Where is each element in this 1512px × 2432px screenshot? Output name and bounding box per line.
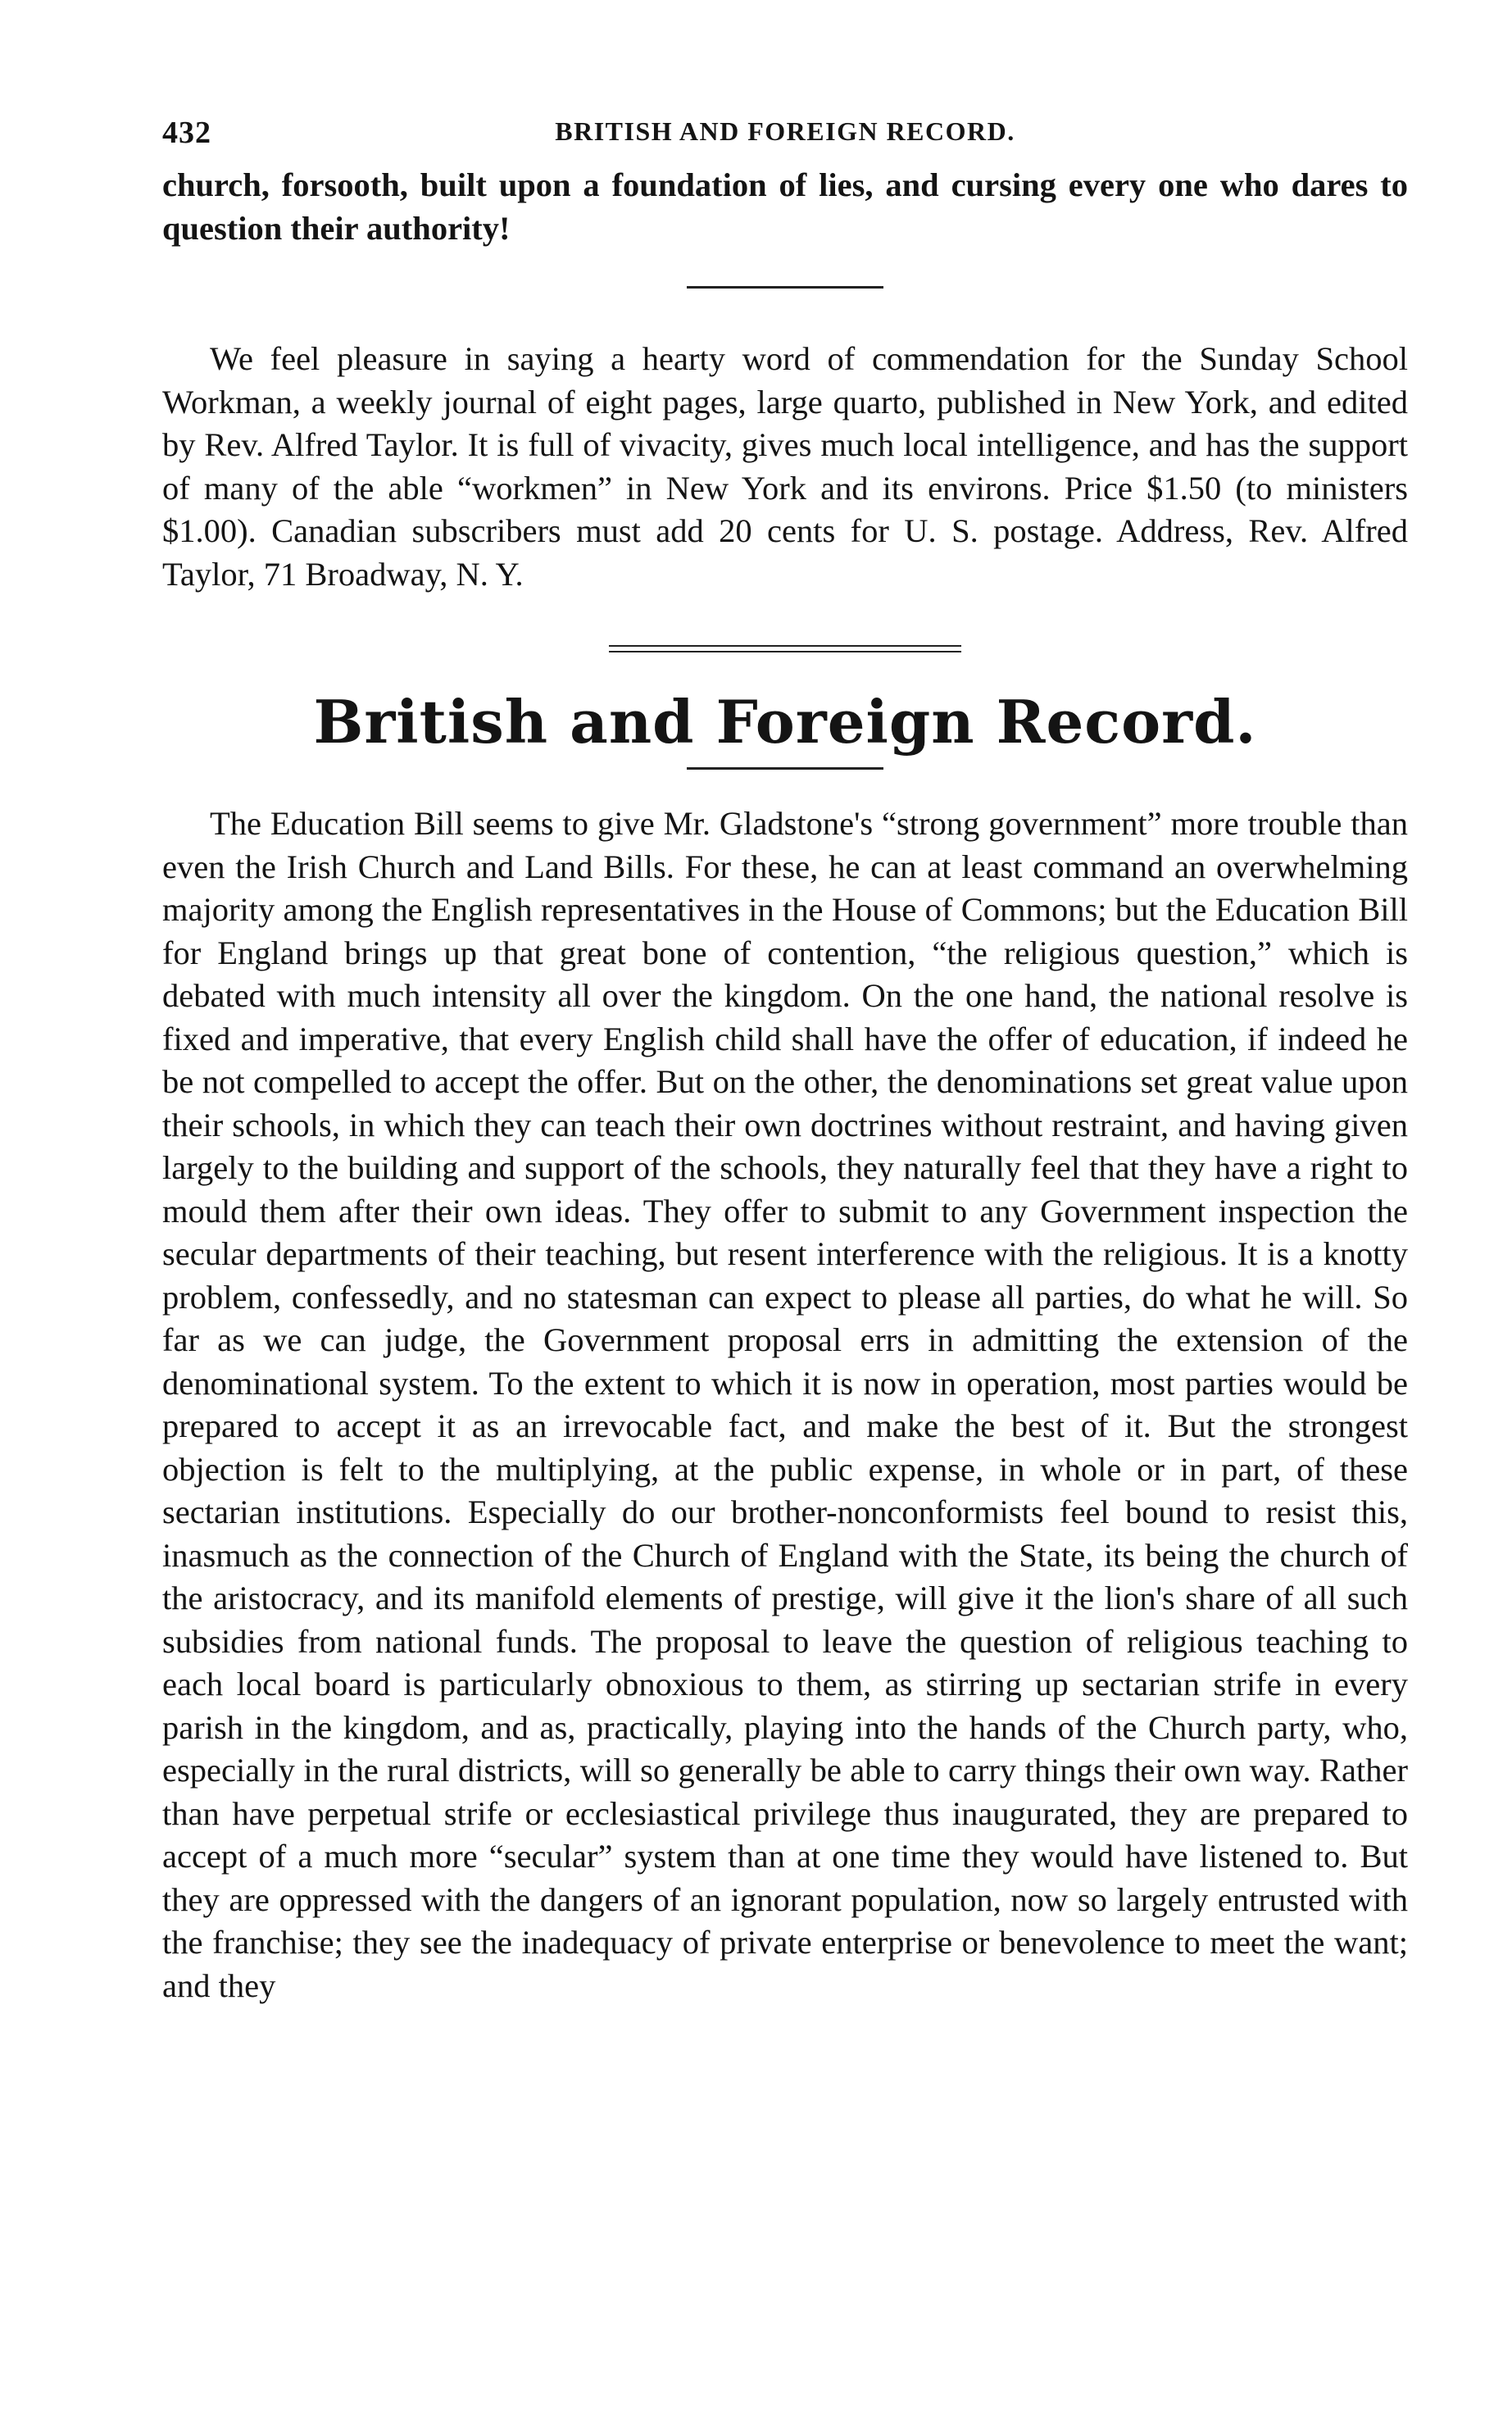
continuation-paragraph: church, forsooth, built upon a foundation of lies, and cursing every one who dares to question their authority! (162, 166, 1408, 247)
body-paragraph: The Education Bill seems to give Mr. Gladstone's “strong government” more trouble than even the Irish Church and Land Bills. For these, he can at least command an overwhelming majority among the English representatives in the House of Commons; but the Education Bill for England brings up that great bone of contention, “the religious question,” which is debated with much intensity all over the kingdom. On the one hand, the national resolve is fixed and imperative, that every English child shall have the offer of education, if indeed he be not compelled to accept the offer. But on the other, the denominations set great value upon their schools, in which they can teach their own doctrines without restraint, and having given largely to the building and support of the schools, they naturally feel that they have a right to mould them after their own ideas. They offer to submit to any Government inspection the secular departments of their teaching, but resent interference with the religious. It is a knotty problem, confessedly, and no statesman can expect to please all parties, do what he will. So far as we can judge, the Government proposal errs in admitting the extension of the denominational system. To the extent to which it is now in operation, most parties would be prepared to accept it as an irrevocable fact, and make the best of it. But the strongest objection is felt to the multiplying, at the public expense, in whole or in part, of these sectarian institutions. Especially do our brother-nonconformists feel bound to resist this, inasmuch as the connection of the Church of England with the State, its being the church of the aristocracy, and its manifold elements of prestige, will give it the lion's share of all such subsidies from national funds. The proposal to leave the question of religious teaching to each local board is particularly obnoxious to them, as stirring up sectarian strife in every parish in the kingdom, and as, practically, playing into the hands of the Church party, who, especially in the rural districts, will so generally be able to carry things their own way. Rather than have perpetual strife or ecclesiastical privilege thus inaugurated, they are prepared to accept of a much more “secular” system than at one time they would have listened to. But they are oppressed with the dangers of an ignorant population, now so largely entrusted with the franchise; they see the inadequacy of private enterprise or benevolence to meet the want; and they (162, 805, 1408, 2004)
running-title: BRITISH AND FOREIGN RECORD. (555, 116, 1015, 146)
page-number: 432 (162, 116, 211, 150)
notice-paragraph: We feel pleasure in saying a hearty word of commendation for the Sunday School Workman, a weekly journal of eight pages, large quarto, published in New York, and edited by Rev. Alfred Taylor. It is full of vivacity, gives much local intelligence, and has the support of many of the able “workmen” in New York and its environs. Price $1.50 (to ministers $1.00). Canadian subscribers must add 20 cents for U. S. postage. Address, Rev. Alfred Taylor, 71 Broadway, N. Y. (162, 340, 1408, 593)
document-page (162, 115, 1408, 2007)
heading-underline-rule (687, 767, 883, 770)
double-rule-divider (609, 645, 961, 652)
section-divider-rule (687, 286, 883, 289)
section-heading: British and Foreign Record. (313, 687, 1257, 757)
running-head (162, 115, 1408, 164)
